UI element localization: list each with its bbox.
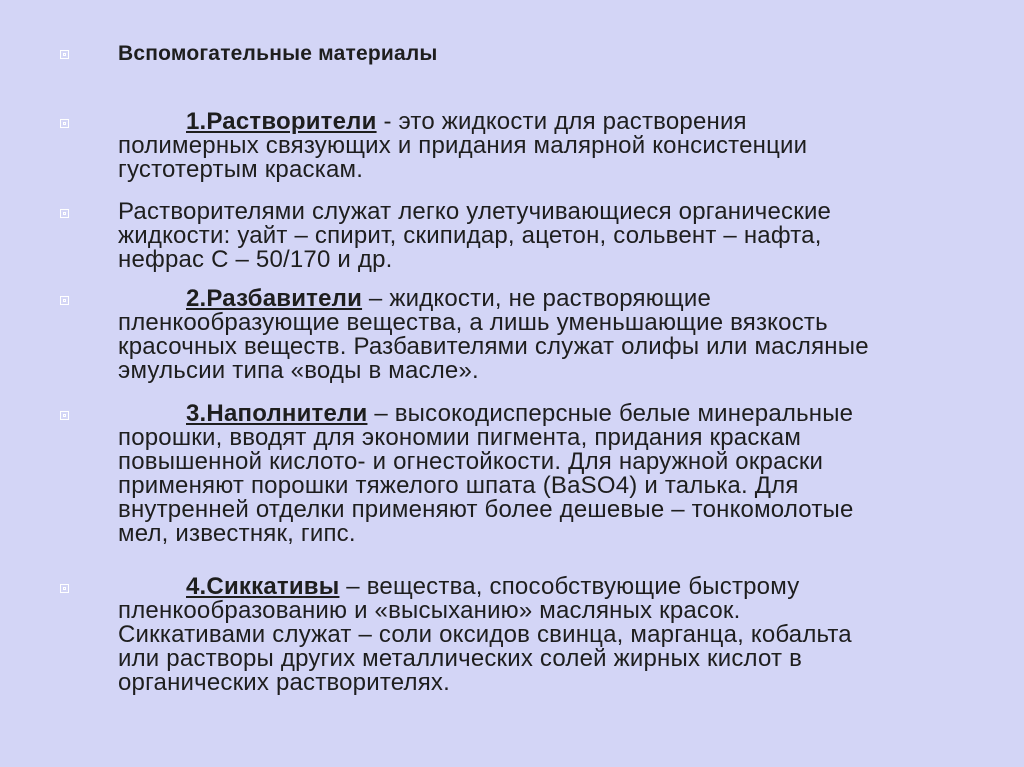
term-thinners: 2.Разбавители bbox=[186, 285, 363, 312]
paragraph-line: органических растворителях. bbox=[118, 669, 450, 696]
slide-title: Вспомогательные материалы bbox=[118, 42, 438, 65]
paragraph-line: Сиккативами служат – соли оксидов свинца, марганца, кобальта bbox=[118, 621, 852, 648]
bullet-icon bbox=[60, 296, 69, 305]
paragraph-line: нефрас С – 50/170 и др. bbox=[118, 246, 393, 273]
paragraph-line: Растворителями служат легко улетучивающиеся органические bbox=[118, 198, 832, 225]
term-fillers: 3.Наполнители bbox=[186, 400, 368, 427]
bullet-icon bbox=[60, 50, 69, 59]
paragraph-line: или растворы других металлических солей жирных кислот в bbox=[118, 645, 803, 672]
paragraph-line: мел, известняк, гипс. bbox=[118, 520, 356, 547]
paragraph-line: эмульсии типа «воды в масле». bbox=[118, 357, 479, 384]
paragraph-line: жидкости: уайт – спирит, скипидар, ацетон, сольвент – нафта, bbox=[118, 222, 822, 249]
bullet-icon bbox=[60, 411, 69, 420]
term-solvents: 1.Растворители bbox=[186, 108, 377, 135]
paragraph-line: густотертым краскам. bbox=[118, 156, 364, 183]
paragraph-line: - это жидкости для растворения bbox=[376, 108, 747, 135]
paragraph-line: внутренней отделки применяют более дешевые – тонкомолотые bbox=[118, 496, 854, 523]
paragraph-solvents bbox=[118, 110, 958, 182]
paragraph-line: пленкообразующие вещества, а лишь уменьшающие вязкость bbox=[118, 309, 828, 336]
paragraph-siccatives bbox=[118, 575, 958, 695]
paragraph-fillers bbox=[118, 402, 958, 546]
bullet-icon bbox=[60, 209, 69, 218]
paragraph-line: применяют порошки тяжелого шпата (BaSO4) и талька. Для bbox=[118, 472, 799, 499]
slide-title-row bbox=[118, 41, 958, 66]
paragraph-line: – высокодисперсные белые минеральные bbox=[367, 400, 854, 427]
bullet-icon bbox=[60, 584, 69, 593]
bullet-icon bbox=[60, 119, 69, 128]
paragraph-line: – жидкости, не растворяющие bbox=[362, 285, 712, 312]
paragraph-line: полимерных связующих и придания малярной консистенции bbox=[118, 132, 808, 159]
paragraph-line: красочных веществ. Разбавителями служат олифы или масляные bbox=[118, 333, 869, 360]
paragraph-line: пленкообразованию и «высыханию» масляных красок. bbox=[118, 597, 741, 624]
term-siccatives: 4.Сиккативы bbox=[186, 573, 340, 600]
paragraph-solvent-examples bbox=[118, 200, 958, 272]
paragraph-line: повышенной кислото- и огнестойкости. Для наружной окраски bbox=[118, 448, 824, 475]
paragraph-line: – вещества, способствующие быстрому bbox=[339, 573, 800, 600]
paragraph-line: порошки, вводят для экономии пигмента, придания краскам bbox=[118, 424, 802, 451]
paragraph-thinners bbox=[118, 287, 958, 383]
